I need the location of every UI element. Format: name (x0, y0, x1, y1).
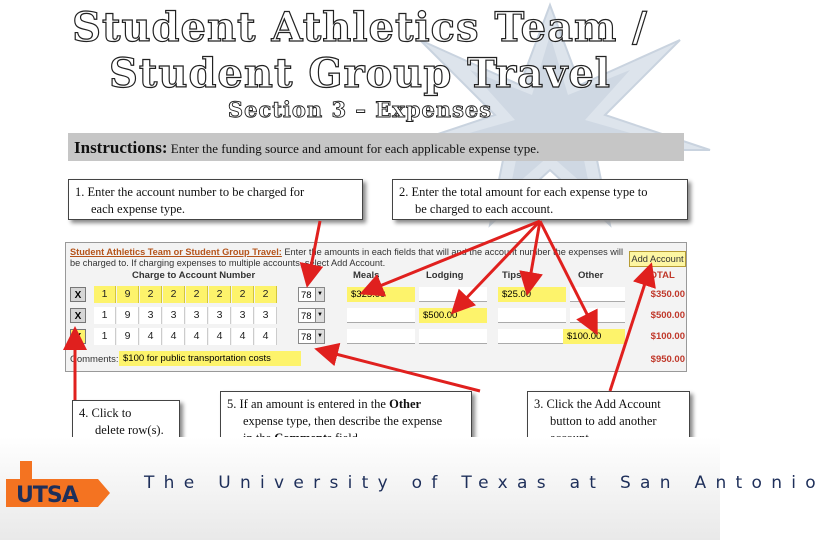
header-lodging: Lodging (426, 270, 464, 281)
account-digit[interactable]: 4 (186, 328, 208, 345)
lodging-amount[interactable] (419, 287, 487, 302)
chevron-down-icon[interactable]: ▼ (315, 309, 324, 322)
note-5-line1: If an amount is entered in the (239, 397, 390, 411)
account-digit[interactable]: 1 (94, 286, 116, 303)
meals-amount[interactable]: $325.00 (347, 287, 415, 302)
account-digit[interactable]: 4 (232, 328, 254, 345)
sub-account-select[interactable] (298, 308, 325, 323)
delete-row-button[interactable]: X (70, 287, 86, 302)
note-2-line2: be charged to each account. (415, 202, 554, 216)
account-digit[interactable]: 2 (232, 286, 254, 303)
sub-account-select[interactable] (298, 287, 325, 302)
header-other: Other (578, 270, 604, 281)
note-2 (392, 179, 688, 220)
page-title-line1: Student Athletics Team / (72, 4, 648, 51)
account-digit[interactable]: 3 (209, 307, 231, 324)
note-4-number: 4. (79, 406, 89, 420)
delete-row-button[interactable]: X (70, 308, 86, 323)
account-digit[interactable]: 4 (255, 328, 277, 345)
note-3-line2: button to add another (550, 414, 657, 428)
note-1 (68, 179, 363, 220)
expense-form (65, 242, 687, 372)
section-title: Section 3 – Expenses (227, 97, 493, 122)
sub-account-value: 78 (301, 332, 312, 343)
page-title-line2: Student Group Travel (109, 50, 611, 97)
chevron-down-icon[interactable]: ▼ (315, 288, 324, 301)
note-5-number: 5. (227, 397, 237, 411)
row-total: $350.00 (650, 289, 685, 300)
meals-amount[interactable] (347, 308, 415, 323)
account-digit[interactable]: 9 (117, 286, 139, 303)
row-total: $100.00 (650, 331, 685, 342)
account-digit[interactable]: 4 (140, 328, 162, 345)
other-amount[interactable] (570, 287, 625, 302)
account-digit[interactable]: 3 (140, 307, 162, 324)
comments-label: Comments: (70, 354, 119, 365)
instructions-bar (68, 133, 684, 161)
lodging-amount[interactable] (419, 329, 487, 344)
note-1-line2: each expense type. (91, 202, 186, 216)
sub-account-select[interactable] (298, 329, 325, 344)
form-description (70, 247, 630, 269)
note-2-number: 2. (399, 185, 409, 199)
note-5-other-keyword: Other (389, 397, 422, 411)
account-digit[interactable]: 3 (255, 307, 277, 324)
form-description-text: Enter the amounts in each fields that will and the account number the expenses will be charged to. If charging expenses to multiple accounts, select Add Account. (70, 247, 624, 268)
delete-row-button[interactable]: X (70, 329, 86, 344)
account-digit[interactable]: 3 (232, 307, 254, 324)
row-total: $500.00 (650, 310, 685, 321)
header-account: Charge to Account Number (132, 270, 256, 281)
meals-amount[interactable] (347, 329, 415, 344)
note-4-line1: Click to (91, 406, 132, 420)
note-2-line1: Enter the total amount for each expense type to (411, 185, 648, 199)
header-meals: Meals (353, 270, 380, 281)
account-digit[interactable]: 2 (209, 286, 231, 303)
account-digit[interactable]: 2 (163, 286, 185, 303)
instructions-label: Instructions: (74, 138, 168, 157)
other-amount[interactable] (570, 308, 625, 323)
chevron-down-icon[interactable]: ▼ (315, 330, 324, 343)
sub-account-value: 78 (301, 290, 312, 301)
form-description-title: Student Athletics Team or Student Group Travel: (70, 247, 282, 257)
tips-amount[interactable] (498, 308, 566, 323)
account-digit[interactable]: 4 (163, 328, 185, 345)
note-1-line1: Enter the account number to be charged for (87, 185, 305, 199)
grand-total: $950.00 (650, 354, 685, 365)
lodging-amount[interactable]: $500.00 (419, 308, 487, 323)
tips-amount[interactable] (498, 329, 566, 344)
tips-amount[interactable]: $25.00 (498, 287, 566, 302)
account-digit[interactable]: 1 (94, 328, 116, 345)
note-5-line2: expense type, then describe the expense (243, 414, 443, 428)
account-digit[interactable]: 9 (117, 307, 139, 324)
other-amount[interactable]: $100.00 (563, 329, 625, 344)
university-name: The University of Texas at San Antonio (144, 473, 825, 493)
instructions-text: Enter the funding source and amount for each applicable expense type. (170, 141, 540, 156)
account-digit[interactable]: 2 (255, 286, 277, 303)
sub-account-value: 78 (301, 311, 312, 322)
footer (0, 437, 825, 540)
add-account-button[interactable]: Add Account (629, 251, 686, 267)
account-digit[interactable]: 2 (186, 286, 208, 303)
account-digit[interactable]: 2 (140, 286, 162, 303)
account-digit[interactable]: 3 (163, 307, 185, 324)
note-1-number: 1. (75, 185, 85, 199)
note-3-line1: Click the Add Account (546, 397, 661, 411)
note-3-number: 3. (534, 397, 544, 411)
account-digit[interactable]: 1 (94, 307, 116, 324)
header-tips: Tips (502, 270, 522, 281)
account-digit[interactable]: 3 (186, 307, 208, 324)
comments-field[interactable]: $100 for public transportation costs (119, 351, 301, 366)
account-digit[interactable]: 4 (209, 328, 231, 345)
account-digit[interactable]: 9 (117, 328, 139, 345)
utsa-logo (6, 459, 116, 513)
header-total: TOTAL (644, 270, 675, 281)
note-4-line2: delete row(s). (95, 423, 164, 437)
svg-text:UTSA: UTSA (16, 483, 78, 508)
